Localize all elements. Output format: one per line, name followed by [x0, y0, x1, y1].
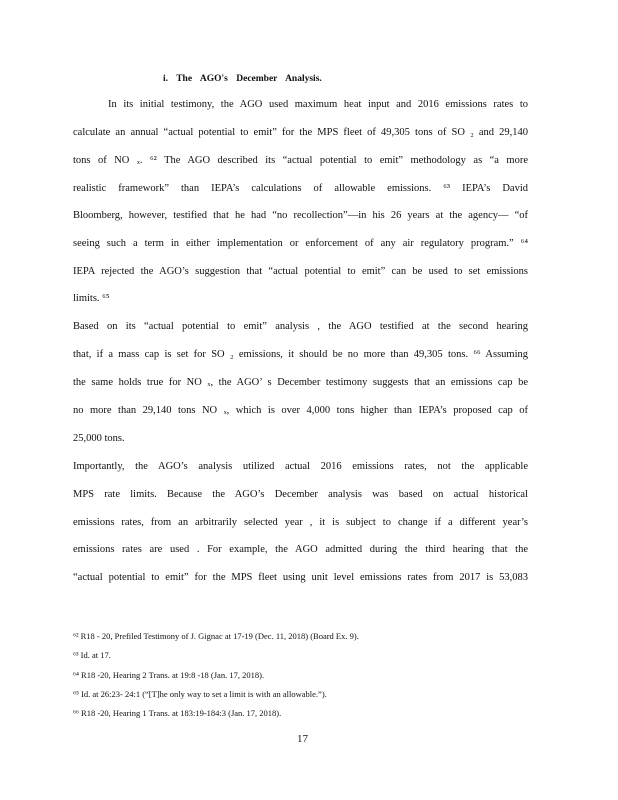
- footnote: ⁶⁶ R18 -20, Hearing 1 Trans. at 183:19-184:3 (Jan. 17, 2018).: [73, 708, 282, 718]
- footnote: ⁶⁵ Id. at 26:23- 24:1 (“[T]he only way to set a limit is with an allowable.”).: [73, 689, 327, 699]
- body-line: that, if a mass cap is set for SO ₂ emissions, it should be no more than 49,305 tons. ⁶⁶ Assuming: [73, 349, 528, 360]
- page-number: 17: [297, 733, 308, 745]
- footnote: ⁶² R18 - 20, Prefiled Testimony of J. Gignac at 17-19 (Dec. 11, 2018) (Board Ex. 9).: [73, 631, 359, 641]
- body-line: IEPA rejected the AGO’s suggestion that “actual potential to emit” can be used to set emissions: [73, 266, 528, 277]
- body-line: Based on its “actual potential to emit” analysis , the AGO testified at the second hearing: [73, 321, 528, 332]
- body-line: realistic framework” than IEPA’s calculations of allowable emissions. ⁶³ IEPA’s David: [73, 183, 528, 194]
- body-line: 25,000 tons.: [73, 433, 125, 444]
- body-line: “actual potential to emit” for the MPS fleet using unit level emissions rates from 2017 is 53,083: [73, 572, 528, 583]
- body-line: emissions rates are used . For example, the AGO admitted during the third hearing that the: [73, 544, 528, 555]
- section-heading: i. The AGO's December Analysis.: [163, 74, 322, 84]
- footnote: ⁶⁴ R18 -20, Hearing 2 Trans. at 19:8 -18 (Jan. 17, 2018).: [73, 670, 265, 680]
- body-line: Bloomberg, however, testified that he had “no recollection”—in his 26 years at the agency— “of: [73, 210, 528, 221]
- body-line: tons of NO ₓ. ⁶² The AGO described its “actual potential to emit” methodology as “a more: [73, 155, 528, 166]
- body-line: calculate an annual “actual potential to emit” for the MPS fleet of 49,305 tons of SO ₂ and 29,140: [73, 127, 528, 138]
- body-line: In its initial testimony, the AGO used maximum heat input and 2016 emissions rates to: [108, 99, 528, 110]
- body-line: Importantly, the AGO’s analysis utilized actual 2016 emissions rates, not the applicable: [73, 461, 528, 472]
- body-line: seeing such a term in either implementation or enforcement of any air regulatory program.” ⁶⁴: [73, 238, 528, 249]
- body-line: limits. ⁶⁵: [73, 293, 110, 304]
- body-line: no more than 29,140 tons NO ₓ, which is over 4,000 tons higher than IEPA’s proposed cap of: [73, 405, 528, 416]
- body-line: emissions rates, from an arbitrarily selected year , it is subject to change if a different year’s: [73, 517, 528, 528]
- body-line: MPS rate limits. Because the AGO’s December analysis was based on actual historical: [73, 489, 528, 500]
- body-line: the same holds true for NO ₓ, the AGO’ s December testimony suggests that an emissions cap be: [73, 377, 528, 388]
- footnote: ⁶³ Id. at 17.: [73, 650, 111, 660]
